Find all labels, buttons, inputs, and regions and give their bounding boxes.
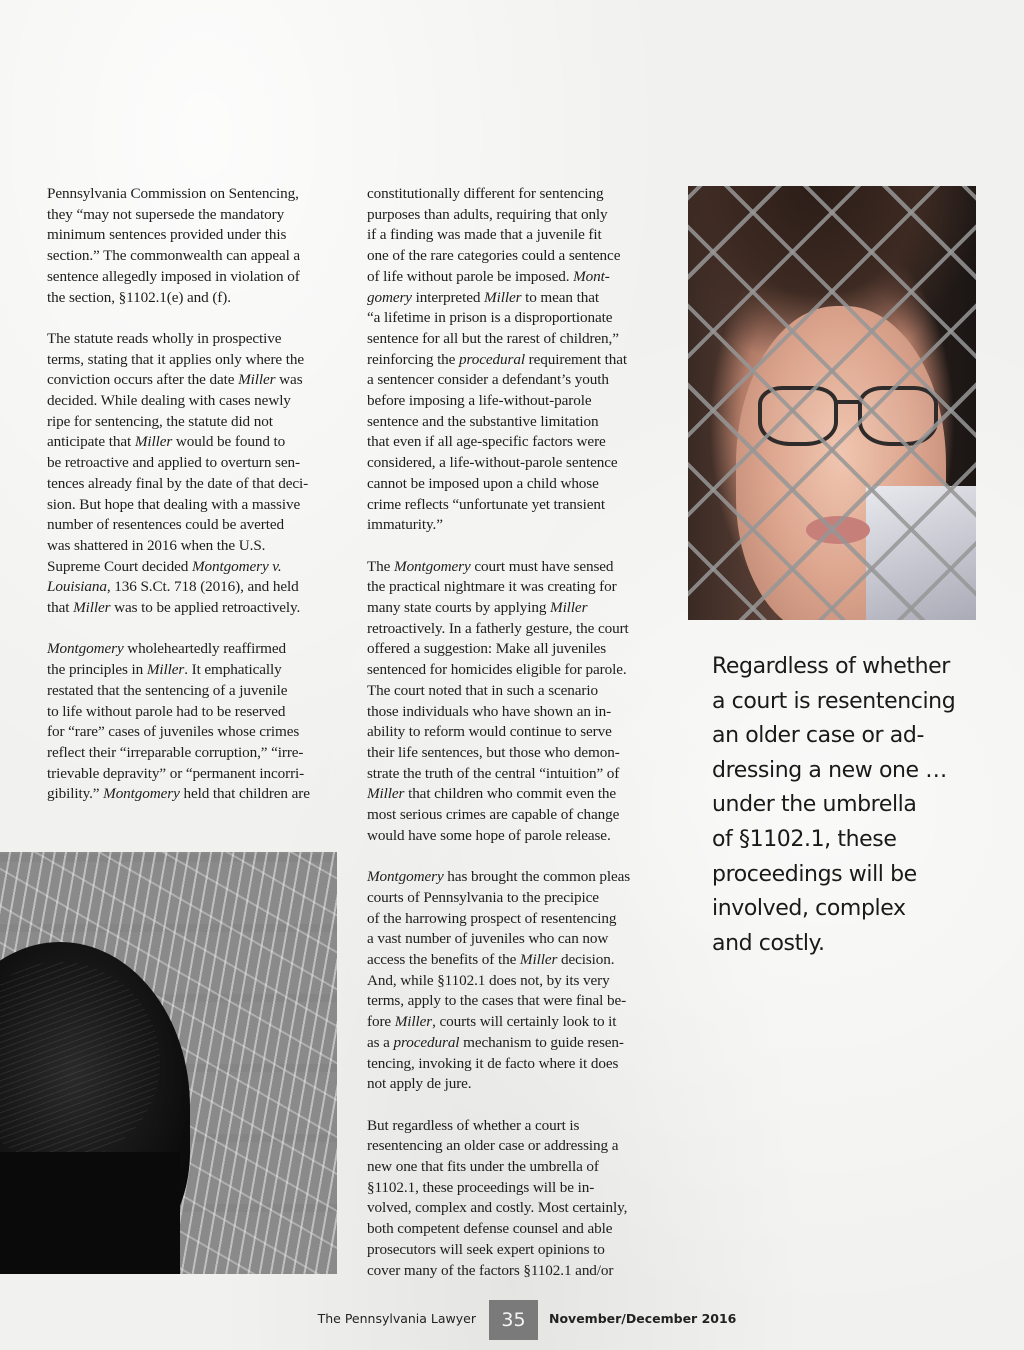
text-line: terms, apply to the cases that were final be-: [367, 992, 627, 1010]
article-column-1: [47, 184, 343, 826]
text-line: decided. While dealing with cases newly: [47, 392, 291, 410]
text-line: for “rare” cases of juveniles whose crimes: [47, 723, 300, 741]
text-line: those individuals who have shown an in-: [367, 702, 612, 720]
text-line: both competent defense counsel and able: [367, 1220, 613, 1238]
text-line: sentence for all but the rarest of children,”: [367, 329, 619, 347]
text-line: sentence allegedly imposed in violation of: [47, 267, 300, 285]
pull-quote-line: of §1102.1, these: [712, 826, 897, 852]
text-line: their life sentences, but those who demon-: [367, 743, 620, 761]
text-line: access the benefits of the Miller decision.: [367, 950, 615, 968]
pull-quote-line: an older case or ad-: [712, 723, 924, 749]
text-line: before imposing a life-without-parole: [367, 392, 592, 410]
text-line: But regardless of whether a court is: [367, 1116, 580, 1134]
photo-boy-behind-fence: [688, 186, 976, 620]
paragraph: [367, 1116, 667, 1282]
text-line: tences already final by the date of that deci-: [47, 474, 309, 492]
text-line: Miller that children who commit even the: [367, 785, 617, 803]
text-line: offered a suggestion: Make all juveniles: [367, 640, 607, 658]
text-line: be retroactive and applied to overturn sen-: [47, 454, 300, 472]
text-line: one of the rare categories could a sentence: [367, 247, 621, 265]
text-line: The Montgomery court must have sensed: [367, 557, 614, 575]
page-number: 35: [489, 1300, 538, 1340]
text-line: considered, a life-without-parole sentence: [367, 454, 618, 472]
text-line: reflect their “irreparable corruption,” “irre-: [47, 743, 304, 761]
text-line: the practical nightmare it was creating for: [367, 578, 617, 596]
text-line: the section, §1102.1(e) and (f).: [47, 288, 231, 306]
text-line: Supreme Court decided Montgomery v.: [47, 557, 282, 575]
text-line: as a procedural mechanism to guide resen-: [367, 1033, 624, 1051]
paragraph: [47, 184, 343, 308]
text-line: if a finding was made that a juvenile fit: [367, 226, 602, 244]
text-line: gomery interpreted Miller to mean that: [367, 288, 599, 306]
paragraph: [47, 639, 343, 805]
article-column-2: [367, 184, 667, 1302]
text-line: that even if all age-specific factors were: [367, 433, 606, 451]
text-line: restated that the sentencing of a juvenile: [47, 681, 288, 699]
text-line: section.” The commonwealth can appeal a: [47, 247, 301, 265]
text-line: §1102.1, these proceedings will be in-: [367, 1178, 595, 1196]
pull-quote-line: Regardless of whether: [712, 654, 950, 679]
text-line: number of resentences could be averted: [47, 516, 284, 534]
text-line: new one that fits under the umbrella of: [367, 1158, 599, 1175]
text-line: purposes than adults, requiring that only: [367, 205, 608, 223]
text-line: minimum sentences provided under this: [47, 226, 287, 244]
text-line: tencing, invoking it de facto where it does: [367, 1054, 619, 1072]
text-line: Louisiana, 136 S.Ct. 718 (2016), and held: [47, 578, 299, 596]
text-line: cannot be imposed upon a child whose: [367, 474, 599, 492]
text-line: that Miller was to be applied retroactively.: [47, 599, 301, 617]
paragraph: [47, 329, 343, 619]
text-line: was shattered in 2016 when the U.S.: [47, 536, 266, 554]
text-line: of the harrowing prospect of resentencing: [367, 909, 617, 927]
text-line: Montgomery has brought the common pleas: [367, 868, 631, 886]
text-line: most serious crimes are capable of change: [367, 806, 620, 824]
text-line: a sentencer consider a defendant’s youth: [367, 371, 609, 389]
text-line: to life without parole had to be reserved: [47, 702, 286, 720]
text-line: would have some hope of parole release.: [367, 826, 611, 844]
text-line: “a lifetime in prison is a disproportionate: [367, 309, 613, 327]
pull-quote-line: proceedings will be: [712, 861, 917, 887]
paragraph: [367, 557, 667, 847]
text-line: anticipate that Miller would be found to: [47, 433, 286, 451]
chain-link-fence: [688, 186, 976, 620]
pull-quote-line: dressing a new one …: [712, 757, 947, 783]
text-line: The court noted that in such a scenario: [367, 681, 599, 699]
text-line: cover many of the factors §1102.1 and/or: [367, 1261, 614, 1279]
text-line: reinforcing the procedural requirement that: [367, 350, 628, 368]
text-line: immaturity.”: [367, 516, 443, 534]
text-line: not apply de jure.: [367, 1075, 472, 1093]
paragraph: [367, 867, 667, 1095]
pull-quote-line: under the umbrella: [712, 792, 917, 818]
paragraph: [367, 184, 667, 536]
text-line: prosecutors will seek expert opinions to: [367, 1240, 605, 1258]
text-line: Montgomery wholeheartedly reaffirmed: [47, 640, 287, 658]
text-line: they “may not supersede the mandatory: [47, 205, 285, 223]
text-line: strate the truth of the central “intuition” of: [367, 764, 620, 782]
text-line: ripe for sentencing, the statute did not: [47, 412, 273, 430]
text-line: sion. But hope that dealing with a massive: [47, 495, 301, 513]
page-footer: [0, 1300, 1024, 1340]
text-line: volved, complex and costly. Most certainly,: [367, 1199, 628, 1217]
text-line: a vast number of juveniles who can now: [367, 930, 609, 948]
issue-date: November/December 2016: [549, 1311, 737, 1326]
text-line: retroactively. In a fatherly gesture, the court: [367, 619, 629, 637]
text-line: courts of Pennsylvania to the precipice: [367, 888, 599, 906]
text-line: the principles in Miller. It emphatically: [47, 661, 282, 679]
text-line: Pennsylvania Commission on Sentencing,: [47, 185, 299, 202]
pull-quote-line: and costly.: [712, 930, 825, 956]
text-line: sentenced for homicides eligible for parole.: [367, 661, 627, 679]
text-line: sentence and the substantive limitation: [367, 412, 599, 430]
text-line: And, while §1102.1 does not, by its very: [367, 971, 610, 989]
text-line: constitutionally different for sentencing: [367, 185, 604, 202]
photo-tally-marks-wall: [0, 852, 337, 1274]
text-line: of life without parole be imposed. Mont-: [367, 267, 610, 285]
pull-quote-line: involved, complex: [712, 896, 906, 922]
silhouette-shoulders: [0, 1152, 180, 1274]
publication-name: The Pennsylvania Lawyer: [317, 1311, 476, 1326]
text-line: The statute reads wholly in prospective: [47, 329, 282, 347]
text-line: ability to reform would continue to serve: [367, 723, 612, 741]
text-line: conviction occurs after the date Miller was: [47, 371, 303, 389]
pull-quote-line: a court is resentencing: [712, 688, 956, 714]
text-line: crime reflects “unfortunate yet transient: [367, 495, 605, 513]
text-line: gibility.” Montgomery held that children are: [47, 785, 310, 803]
text-line: terms, stating that it applies only where the: [47, 350, 305, 368]
text-line: many state courts by applying Miller: [367, 599, 588, 617]
text-line: fore Miller, courts will certainly look to it: [367, 1013, 617, 1031]
text-line: trievable depravity” or “permanent incorri-: [47, 764, 305, 782]
text-line: resentencing an older case or addressing a: [367, 1137, 619, 1155]
pull-quote: [712, 650, 962, 961]
